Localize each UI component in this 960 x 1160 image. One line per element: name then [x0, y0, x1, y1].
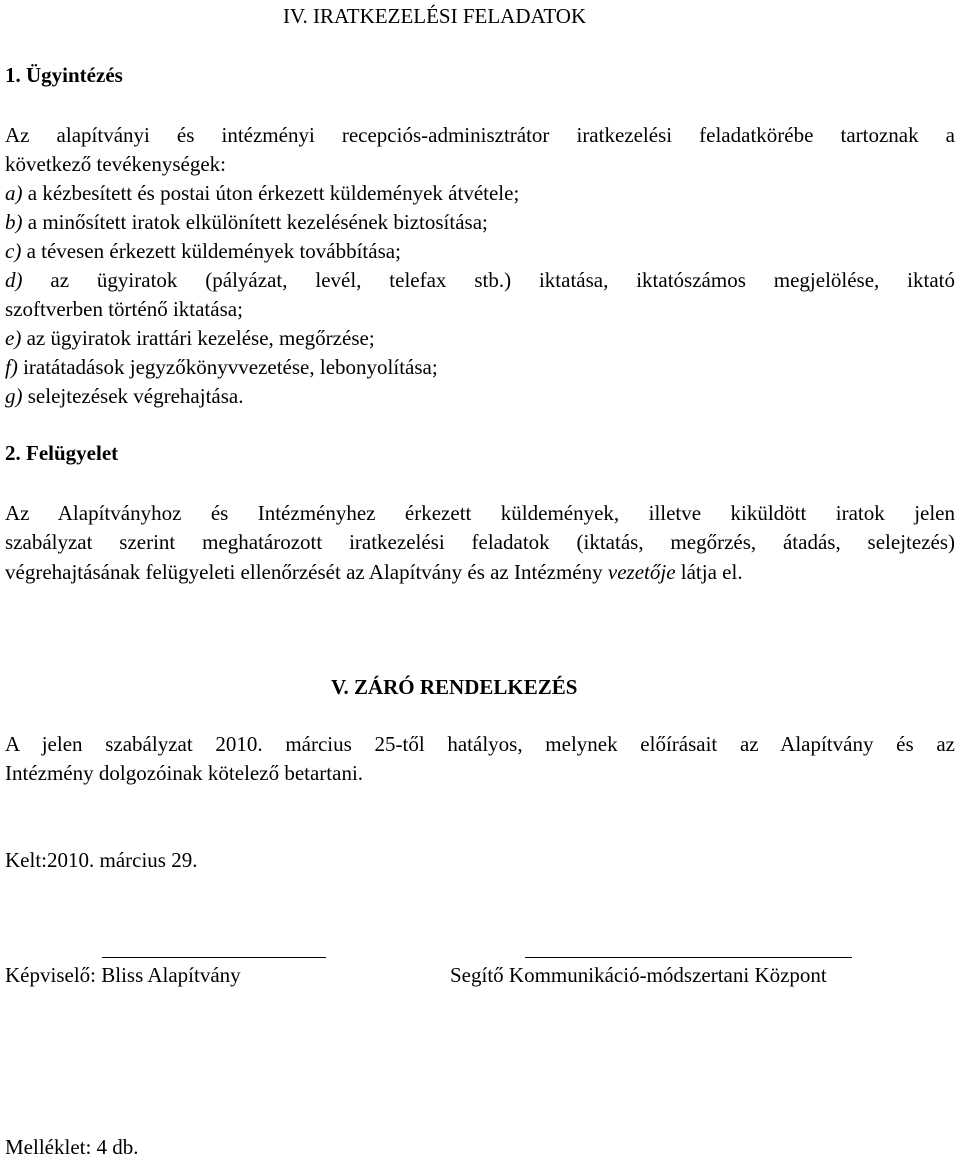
signature-line-left: [102, 957, 326, 958]
list-marker: g): [5, 384, 23, 408]
list-item: [5, 355, 438, 380]
list-marker: c): [5, 239, 22, 263]
signature-line-right: [525, 957, 852, 958]
closing-paragraph-line: A jelen szabályzat 2010. március 25-től hatályos, melynek előírásait az Alapítvány és az: [5, 732, 955, 756]
felugyelet-paragraph-line: [5, 560, 743, 585]
list-item: [5, 210, 488, 235]
paragraph-text: végrehajtásának felügyeleti ellenőrzését az Alapítvány és az Intézmény: [5, 560, 608, 584]
intro-paragraph-line: Az alapítványi és intézményi recepciós-adminisztrátor iratkezelési feladatkörébe tartoznak a: [5, 123, 955, 147]
felugyelet-paragraph-line: szabályzat szerint meghatározott iratkezelési feladatok (iktatás, megőrzés, átadás, selejtezés): [5, 530, 955, 554]
subsection-title-felugyelet: 2. Felügyelet: [5, 441, 119, 465]
subsection-title-ugyintezes: 1. Ügyintézés: [5, 63, 123, 87]
attachment-note: Melléklet: 4 db.: [5, 1135, 139, 1159]
paragraph-text: látja el.: [675, 560, 743, 584]
list-item-text: a minősített iratok elkülönített kezelésének biztosítása;: [27, 210, 488, 234]
list-marker: f): [5, 355, 18, 379]
list-marker: a): [5, 181, 23, 205]
signature-label-left: Képviselő: Bliss Alapítvány: [5, 963, 241, 987]
list-item-text: szoftverben történő iktatása;: [5, 297, 243, 321]
list-item: [5, 181, 519, 206]
list-item-text: a kézbesített és postai úton érkezett küldemények átvétele;: [27, 181, 520, 205]
list-item-text: a tévesen érkezett küldemények továbbítása;: [26, 239, 401, 263]
closing-section-title: V. ZÁRÓ RENDELKEZÉS: [331, 675, 578, 699]
intro-paragraph-line: következő tevékenységek:: [5, 152, 226, 176]
list-item-text: selejtezések végrehajtása.: [27, 384, 244, 408]
list-item: [5, 384, 243, 409]
list-item-text: iratátadások jegyzőkönyvvezetése, lebonyolítása;: [23, 355, 438, 379]
list-item: [5, 297, 243, 322]
closing-paragraph-line: Intézmény dolgozóinak kötelező betartani.: [5, 761, 364, 785]
list-marker: e): [5, 326, 22, 350]
list-item: [5, 268, 955, 293]
date-line: Kelt:2010. március 29.: [5, 848, 198, 872]
list-item: [5, 239, 401, 264]
list-marker: b): [5, 210, 23, 234]
list-item-text: az ügyiratok (pályázat, levél, telefax stb.) iktatása, iktatószámos megjelölése, iktató: [50, 268, 956, 292]
section-title: IV. IRATKEZELÉSI FELADATOK: [283, 4, 587, 28]
list-item-text: az ügyiratok irattári kezelése, megőrzése;: [26, 326, 375, 350]
list-item: [5, 326, 375, 351]
list-marker: d): [5, 268, 23, 292]
signature-label-right: Segítő Kommunikáció-módszertani Központ: [450, 963, 827, 987]
emphasis-text: vezetője: [607, 560, 676, 584]
felugyelet-paragraph-line: Az Alapítványhoz és Intézményhez érkezett küldemények, illetve kiküldött iratok jelen: [5, 501, 955, 525]
